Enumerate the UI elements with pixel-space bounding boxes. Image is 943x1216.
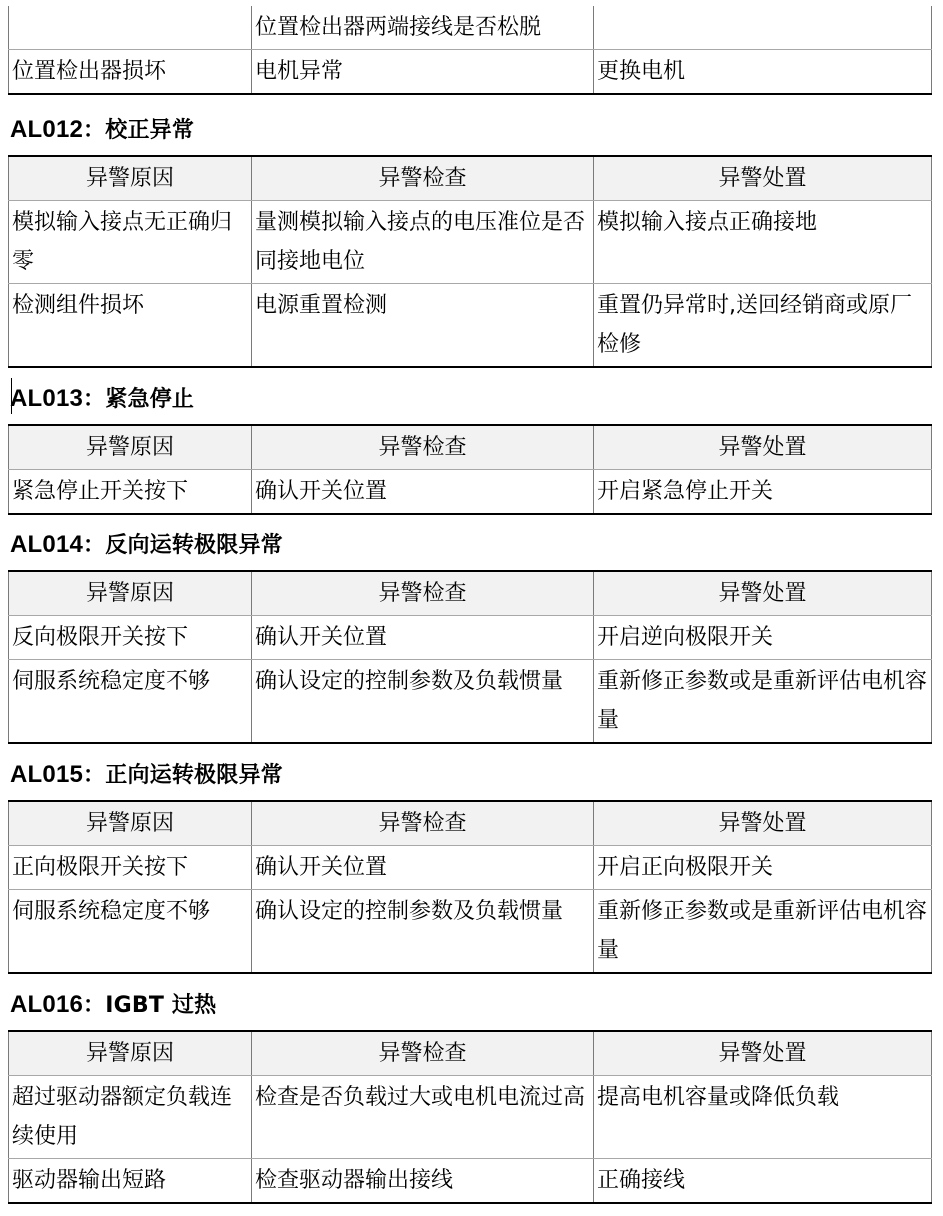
header-cause: 异警原因 — [9, 571, 252, 616]
cause-cell: 反向极限开关按下 — [9, 616, 252, 660]
header-check: 异警检查 — [252, 801, 594, 846]
action-cell — [594, 6, 932, 50]
action-cell: 更换电机 — [594, 50, 932, 95]
cause-cell: 模拟输入接点无正确归零 — [9, 201, 252, 284]
table-header-row — [9, 1031, 932, 1076]
action-cell: 提高电机容量或降低负载 — [594, 1076, 932, 1159]
alarm-section-al015 — [8, 758, 931, 974]
alarm-section-al012 — [8, 113, 931, 368]
header-check: 异警检查 — [252, 1031, 594, 1076]
cause-cell: 驱动器输出短路 — [9, 1159, 252, 1204]
table-row — [9, 1076, 932, 1159]
header-cause: 异警原因 — [9, 1031, 252, 1076]
header-action: 异警处置 — [594, 425, 932, 470]
alarm-section-al016 — [8, 988, 931, 1204]
check-cell: 确认设定的控制参数及负载惯量 — [252, 660, 594, 744]
header-action: 异警处置 — [594, 801, 932, 846]
alarm-table — [8, 1030, 932, 1204]
cause-cell: 伺服系统稳定度不够 — [9, 890, 252, 974]
alarm-table — [8, 800, 932, 974]
action-cell: 正确接线 — [594, 1159, 932, 1204]
check-cell: 电源重置检测 — [252, 284, 594, 368]
header-cause: 异警原因 — [9, 156, 252, 201]
cause-cell: 超过驱动器额定负载连续使用 — [9, 1076, 252, 1159]
cause-cell: 位置检出器损坏 — [9, 50, 252, 95]
action-cell: 开启紧急停止开关 — [594, 470, 932, 515]
alarm-table — [8, 570, 932, 744]
action-cell: 模拟输入接点正确接地 — [594, 201, 932, 284]
check-cell: 确认开关位置 — [252, 616, 594, 660]
section-title: AL016：IGBT 过热 — [10, 991, 217, 1018]
top-fragment-table — [8, 6, 931, 95]
check-cell: 量测模拟输入接点的电压准位是否同接地电位 — [252, 201, 594, 284]
action-cell: 重置仍异常时,送回经销商或原厂检修 — [594, 284, 932, 368]
table-row — [9, 660, 932, 744]
check-cell: 确认开关位置 — [252, 846, 594, 890]
table-row — [9, 201, 932, 284]
table-row — [9, 470, 932, 515]
table-row — [9, 50, 932, 95]
table-row — [9, 616, 932, 660]
alarm-section-al013 — [8, 382, 931, 515]
table-header-row — [9, 156, 932, 201]
action-cell: 重新修正参数或是重新评估电机容量 — [594, 890, 932, 974]
check-cell: 确认开关位置 — [252, 470, 594, 515]
table-row — [9, 846, 932, 890]
cause-cell — [9, 6, 252, 50]
cause-cell: 伺服系统稳定度不够 — [9, 660, 252, 744]
check-cell: 位置检出器两端接线是否松脱 — [252, 6, 594, 50]
cause-cell: 紧急停止开关按下 — [9, 470, 252, 515]
section-title: AL013：紧急停止 — [10, 385, 195, 412]
header-action: 异警处置 — [594, 1031, 932, 1076]
action-cell: 重新修正参数或是重新评估电机容量 — [594, 660, 932, 744]
section-title: AL015：正向运转极限异常 — [10, 761, 283, 788]
table-row — [9, 6, 932, 50]
alarm-section-al014 — [8, 528, 931, 744]
check-cell: 检查驱动器输出接线 — [252, 1159, 594, 1204]
table-header-row — [9, 571, 932, 616]
table-header-row — [9, 425, 932, 470]
alarm-table — [8, 424, 932, 515]
table-row — [9, 890, 932, 974]
cause-cell: 正向极限开关按下 — [9, 846, 252, 890]
header-check: 异警检查 — [252, 425, 594, 470]
header-check: 异警检查 — [252, 156, 594, 201]
action-cell: 开启正向极限开关 — [594, 846, 932, 890]
table-row — [9, 1159, 932, 1204]
header-cause: 异警原因 — [9, 801, 252, 846]
table-row — [9, 284, 932, 368]
cause-cell: 检测组件损坏 — [9, 284, 252, 368]
alarm-table — [8, 155, 932, 368]
check-cell: 检查是否负载过大或电机电流过高 — [252, 1076, 594, 1159]
action-cell: 开启逆向极限开关 — [594, 616, 932, 660]
section-title: AL014：反向运转极限异常 — [10, 531, 283, 558]
header-action: 异警处置 — [594, 571, 932, 616]
table-header-row — [9, 801, 932, 846]
section-title: AL012：校正异常 — [10, 116, 195, 143]
header-check: 异警检查 — [252, 571, 594, 616]
check-cell: 确认设定的控制参数及负载惯量 — [252, 890, 594, 974]
check-cell: 电机异常 — [252, 50, 594, 95]
header-action: 异警处置 — [594, 156, 932, 201]
header-cause: 异警原因 — [9, 425, 252, 470]
